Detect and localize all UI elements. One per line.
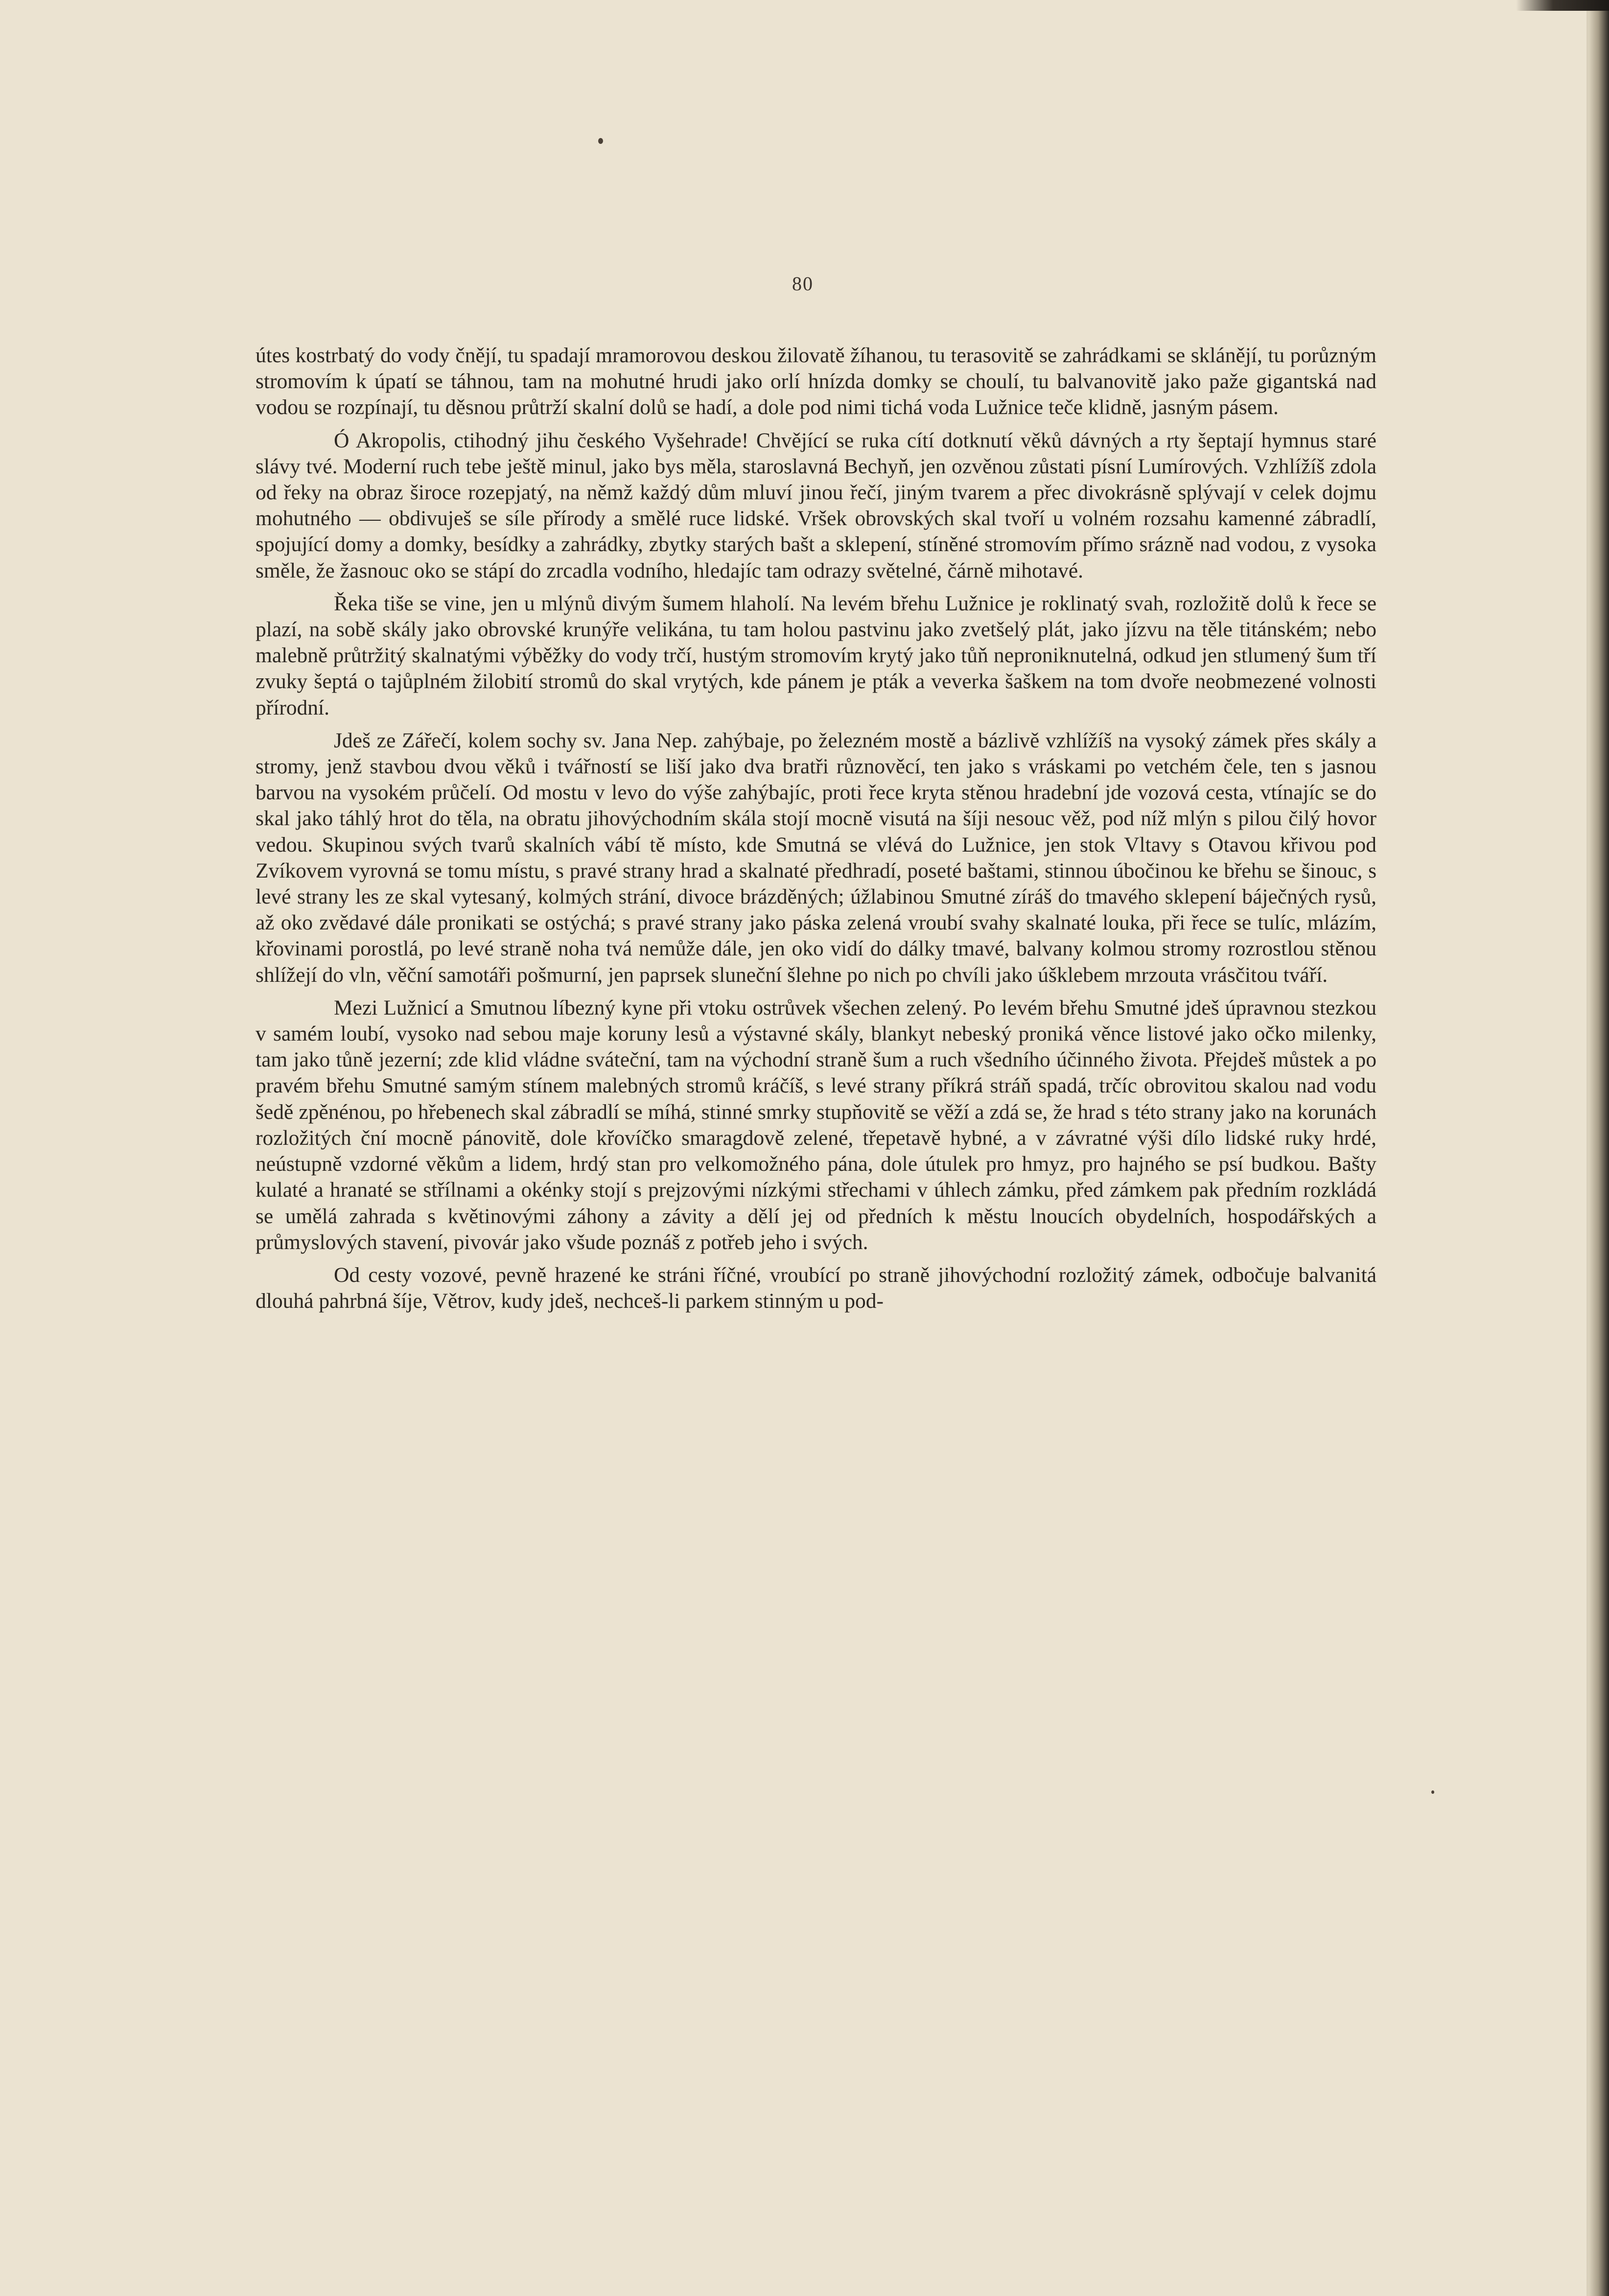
scan-corner-shadow (1516, 0, 1609, 11)
body-text (256, 343, 1376, 1321)
paragraph: Jdeš ze Zářečí, kolem sochy sv. Jana Nep. zahýbaje, po železném mostě a bázlivě vzhlížíš na vysoký zámek přes skály a stromy, jenž stavbou dvou věků i tvářností se liší jako dva bratři různověcí, ten jako s vráskami po vetchém čele, ten s jasnou barvou na vysokém průčelí. Od mostu v levo do výše zahýbajíc, proti řece kryta stěnou hradební jde vozová cesta, vtínajíc se do skal jako táhlý hrot do těla, na obratu jihovýchodním skála stojí mocně visutá na šíji nesouc věž, pod níž mlýn s pilou čilý hovor vedou. Skupinou svých tvarů skalních vábí tě místo, kde Smutná se vlévá do Lužnice, jen stok Vltavy s Otavou křivou pod Zvíkovem vyrovná se tomu místu, s pravé strany hrad a skalnaté předhradí, poseté baštami, stinnou úbočinou ke břehu se šinouc, s levé strany les ze skal vytesaný, kolmých strání, divoce brázděných; úžlabinou Smutné zíráš do tmavého sklepení báječných rysů, až oko zvědavé dále pronikati se ostýchá; s pravé strany jako páska zelená vroubí svahy skalnaté louka, při řece se tulíc, mlázím, křovinami porostlá, po levé straně noha tvá nemůže dále, jen oko vidí do dálky tmavé, balvany kolmou stromy rozrostlou stěnou shlížejí do vln, věční samotáři pošmurní, jen paprsek sluneční šlehne po nich po chvíli jako úšklebem mrzouta vrásčitou tváří. (256, 728, 1376, 987)
ink-speck (598, 138, 603, 144)
paragraph: útes kostrbatý do vody čnějí, tu spadají mramorovou deskou žilovatě žíhanou, tu terasovitě se zahrádkami se sklánějí, tu porůzným stromovím k úpatí se táhnou, tam na mohutné hrudi jako orlí hnízda domky se choulí, tu balvanovitě jako paže gigantská nad vodou se rozpínají, tu děsnou průtrží skalní dolů se hadí, a dole pod nimi tichá voda Lužnice teče klidně, jasným pásem. (256, 344, 1376, 419)
paragraph: Od cesty vozové, pevně hrazené ke stráni říčné, vroubící po straně jihovýchodní rozložitý zámek, odbočuje balvanitá dlouhá pahrbná šíje, Větrov, kudy jdeš, nechceš-li parkem stinným u pod- (256, 1263, 1376, 1313)
ink-speck (1431, 1790, 1434, 1794)
paragraph: Mezi Lužnicí a Smutnou líbezný kyne při vtoku ostrůvek všechen zelený. Po levém břehu Smutné jdeš úpravnou stezkou v samém loubí, vysoko nad sebou maje koruny lesů a výstavné skály, blankyt nebeský proniká věnce listové jako očko milenky, tam jako tůně jezerní; zde klid vládne sváteční, tam na východní straně šum a ruch všedního účinného života. Přejdeš můstek a po pravém břehu Smutné samým stínem malebných stromů kráčíš, s levé strany příkrá stráň spadá, trčíc obrovitou skalou nad vodu šedě zpěnénou, po hřebenech skal zábradlí se míhá, stinné smrky stupňovitě se věží a zdá se, že hrad s této strany jako na korunách rozložitých ční mocně pánovitě, dole křovíčko smaragdově zelené, třepetavě hybné, a v závratné výši dílo lidské ruky hrdé, neústupně vzdorné věkům a lidem, hrdý stan pro velkomožného pána, dole útulek pro hmyz, pro hajného se psí budkou. Bašty kulaté a hranaté se střílnami a okénky stojí s prejzovými nízkými střechami v úhlech zámku, před zámkem pak předním rozkládá se umělá zahrada s květinovými záhony a závity a dělí jej od předních k městu lnoucích obydelních, hospodářských a průmyslových stavení, pivovár jako všude poznáš z potřeb jeho i svých. (256, 996, 1376, 1254)
page-number: 80 (792, 273, 814, 295)
paragraph: Ó Akropolis, ctihodný jihu českého Vyšehrade! Chvějící se ruka cítí dotknutí věků dávných a rty šeptají hymnus staré slávy tvé. Moderní ruch tebe ještě minul, jako bys měla, staroslavná Bechyň, jen ozvěnou zůstati písní Lumírových. Vzhlížíš zdola od řeky na obraz široce rozepjatý, na němž každý dům mluví jinou řečí, jiným tvarem a přec divokrásně splývají v celek dojmu mohutného — obdivuješ se síle přírody a smělé ruce lidské. Vršek obrovských skal tvoří u volném rozsahu kamenné zábradlí, spojující domy a domky, besídky a zahrádky, zbytky starých bašt a sklepení, stíněné stromovím přímo srázně nad vodou, z vysoka směle, že žasnouc oko se stápí do zrcadla vodního, hledajíc tam odrazy světelné, čárně mihotavé. (256, 428, 1376, 582)
book-binding-edge (1589, 0, 1609, 2296)
paragraph: Řeka tiše se vine, jen u mlýnů divým šumem hlaholí. Na levém břehu Lužnice je roklinatý svah, rozložitě dolů k řece se plazí, na sobě skály jako obrovské krunýře velikána, tu tam holou pastvinu jako zvetšelý plát, jako jízvu na těle titánském; nebo malebně průtržitý skalnatými výběžky do vody trčí, hustým stromovím krytý jako tůň neproniknutelná, odkud jen stlumený šum tří zvuky šeptá o tajůplném žilobití stromů do skal vrytých, kde pánem je pták a veverka šaškem na tom dvoře neobmezené volnosti přírodní. (256, 591, 1376, 719)
